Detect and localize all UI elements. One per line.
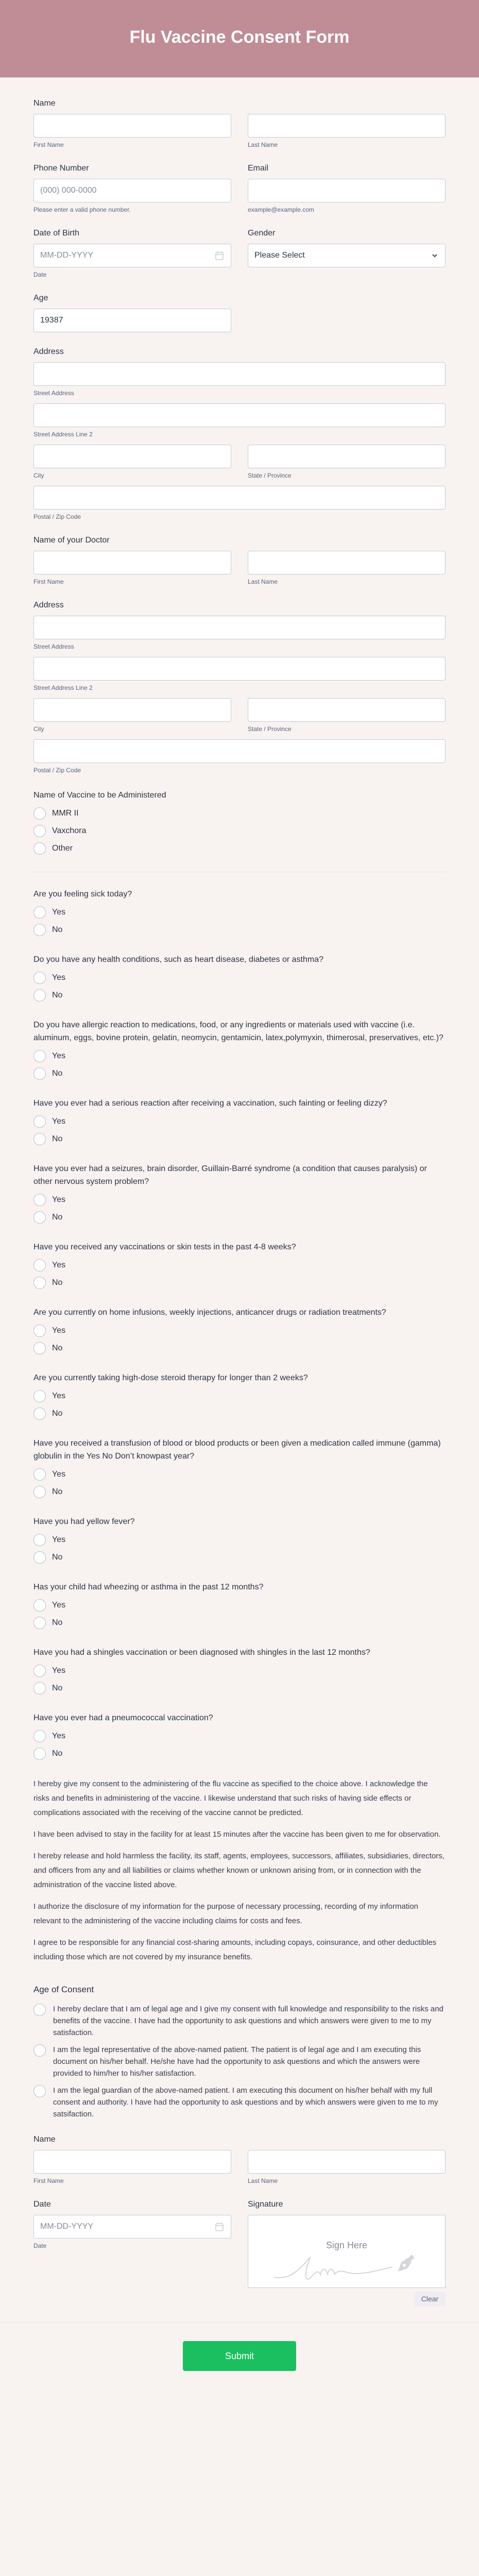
dob-sublabel: Date: [33, 271, 47, 278]
city-input[interactable]: [33, 445, 231, 468]
yes-option[interactable]: [33, 1257, 446, 1274]
age-of-consent-radio-group: [33, 2003, 446, 2120]
yes-option[interactable]: [33, 1466, 446, 1483]
radio-label: No: [52, 925, 63, 934]
street-address-line2-input[interactable]: [33, 403, 446, 427]
date-sublabel: Date: [33, 2242, 47, 2249]
no-option[interactable]: [33, 1745, 446, 1762]
doctor-last-name-input[interactable]: [248, 551, 446, 574]
health-question: [33, 1515, 446, 1566]
age-of-consent-option[interactable]: [33, 2084, 446, 2120]
yes-option[interactable]: [33, 1662, 446, 1680]
no-option[interactable]: [33, 1614, 446, 1632]
radio-button[interactable]: [33, 1050, 46, 1062]
question-label: Have you received any vaccinations or skin tests in the past 4-8 weeks?: [33, 1243, 296, 1251]
form-body: [0, 78, 479, 2307]
question-label: Have you ever had a serious reaction after receiving a vaccination, such fainting or feeling dizzy?: [33, 1099, 387, 1108]
consent-paragraph: I agree to be responsible for any financial cost-sharing amounts, including copays, coinsurance, and other deductibles including those which are not covered by my insurance benefits.: [33, 1938, 437, 1961]
radio-label: No: [52, 1278, 63, 1287]
date-signature-fields: [33, 2199, 446, 2307]
radio-label: No: [52, 1409, 63, 1418]
radio-button[interactable]: [33, 1325, 46, 1337]
doctor-state-input[interactable]: [248, 698, 446, 722]
question-radio-group: [33, 904, 446, 939]
question-radio-group: [33, 1322, 446, 1357]
doctor-zip-input[interactable]: [33, 739, 446, 763]
radio-label: MMR II: [52, 809, 79, 818]
zip-sublabel: Postal / Zip Code: [33, 513, 81, 520]
calendar-icon[interactable]: [215, 2222, 224, 2231]
radio-label: Vaxchora: [52, 826, 87, 835]
signer-first-name-input[interactable]: [33, 2150, 231, 2174]
radio-label: No: [52, 1487, 63, 1496]
radio-label: I am the legal guardian of the above-named patient. I am executing this document on his/her behalf with my full consent and authority. I have had the opportunity to ask questions and by which answers were given to me to my satsifaction.: [53, 2086, 438, 2119]
gender-selected-value: Please Select: [254, 251, 305, 260]
radio-button[interactable]: [33, 1408, 46, 1420]
age-input[interactable]: 19387: [33, 309, 231, 332]
vaccine-option[interactable]: [33, 805, 446, 822]
question-radio-group: [33, 1047, 446, 1082]
radio-button[interactable]: [33, 906, 46, 919]
question-label: Are you feeling sick today?: [33, 890, 132, 899]
no-option[interactable]: [33, 1549, 446, 1566]
doctor-city-input[interactable]: [33, 698, 231, 722]
address-field: [33, 347, 446, 521]
health-question: [33, 1711, 446, 1762]
question-label: Have you had yellow fever?: [33, 1517, 135, 1526]
signer-first-name-sublabel: First Name: [33, 2177, 64, 2184]
doctor-first-name-input[interactable]: [33, 551, 231, 574]
question-label: Have you received a transfusion of blood or blood products or been given a medication called immune (gamma) globulin in the Yes No Don’t knowpast year?: [33, 1439, 441, 1461]
phone-sublabel: Please enter a valid phone number.: [33, 206, 131, 213]
age-field: [33, 293, 446, 332]
question-radio-group: [33, 1113, 446, 1148]
radio-button[interactable]: [33, 825, 46, 837]
radio-label: Yes: [52, 1392, 66, 1400]
no-option[interactable]: [33, 1130, 446, 1148]
doctor-address-field: [33, 600, 446, 774]
radio-button[interactable]: [33, 1617, 46, 1629]
radio-button[interactable]: [33, 1390, 46, 1402]
age-of-consent-option[interactable]: [33, 2044, 446, 2079]
signer-last-name-input[interactable]: [248, 2150, 446, 2174]
radio-button[interactable]: [33, 2085, 46, 2097]
age-of-consent-option[interactable]: [33, 2003, 446, 2039]
doctor-address-label: Address: [33, 601, 64, 609]
radio-label: I hereby declare that I am of legal age and I give my consent with full knowledge and responsibility to the risks and benefits of the vaccine. I have had the opportunity to ask questions and which answers were given to me to my satisfaction.: [53, 2005, 443, 2037]
doctor-street-address-line2-input[interactable]: [33, 657, 446, 681]
pen-icon: [395, 2254, 416, 2275]
radio-label: I am the legal representative of the above-named patient. The patient is of legal age and I am executing this document on his/her behalf. He/she have had the opportunity to ask questions and which the answers were provided to him/her to his/her satisfaction.: [53, 2045, 421, 2078]
chevron-down-icon: [432, 253, 438, 258]
date-label: Date: [33, 2200, 51, 2209]
street-address-sublabel: Street Address: [33, 389, 74, 397]
question-radio-group: [33, 1727, 446, 1762]
signature-label: Signature: [248, 2200, 283, 2209]
dob-gender-fields: [33, 228, 446, 279]
health-question: [33, 888, 446, 939]
first-name-input[interactable]: [33, 114, 231, 138]
no-option[interactable]: [33, 1209, 446, 1226]
gender-select[interactable]: [248, 244, 446, 267]
vaccine-label: Name of Vaccine to be Administered: [33, 791, 166, 800]
radio-label: No: [52, 991, 63, 999]
email-label: Email: [248, 164, 269, 173]
doctor-first-name-sublabel: First Name: [33, 578, 64, 585]
no-option[interactable]: [33, 1680, 446, 1697]
question-label: Have you had a shingles vaccination or been diagnosed with shingles in the last 12 months?: [33, 1648, 370, 1657]
radio-button[interactable]: [33, 1551, 46, 1564]
question-radio-group: [33, 1662, 446, 1697]
email-input[interactable]: [248, 179, 446, 202]
radio-label: No: [52, 1618, 63, 1627]
yes-option[interactable]: [33, 969, 446, 987]
health-questions: [33, 888, 446, 1762]
date-placeholder: MM-DD-YYYY: [40, 2222, 94, 2231]
radio-label: Yes: [52, 1261, 66, 1269]
consent-paragraph: I have been advised to stay in the facility for at least 15 minutes after the vaccine has been given to me for observation.: [33, 1830, 441, 1839]
health-question: [33, 1241, 446, 1292]
contact-fields: [33, 163, 446, 214]
radio-label: No: [52, 1134, 63, 1143]
yes-option[interactable]: [33, 904, 446, 921]
yes-option[interactable]: [33, 1387, 446, 1405]
consent-paragraph: I hereby release and hold harmless the facility, its staff, agents, employees, successors, affiliates, subsidiaries, directors, and officers from any and all liabilities or claims whether known or unknown arising from, or in connection with the administration of the vaccine listed above.: [33, 1852, 444, 1889]
health-question: [33, 1019, 446, 1082]
radio-button[interactable]: [33, 842, 46, 855]
yes-option[interactable]: [33, 1113, 446, 1130]
doctor-name-field: [33, 535, 446, 586]
radio-label: Yes: [52, 973, 66, 982]
radio-button[interactable]: [33, 1486, 46, 1498]
no-option[interactable]: [33, 1065, 446, 1082]
address-label: Address: [33, 347, 64, 356]
radio-label: No: [52, 1344, 63, 1352]
no-option[interactable]: [33, 1405, 446, 1422]
radio-button[interactable]: [33, 1682, 46, 1694]
radio-label: Yes: [52, 1326, 66, 1335]
question-radio-group: [33, 1257, 446, 1292]
age-of-consent-label: Age of Consent: [33, 1985, 94, 1994]
radio-button[interactable]: [33, 972, 46, 984]
radio-button[interactable]: [33, 1599, 46, 1612]
age-of-consent-question: [33, 1983, 446, 2120]
radio-button[interactable]: [33, 1277, 46, 1289]
vaccine-question: [33, 789, 446, 857]
question-label: Have you ever had a seizures, brain disorder, Guillain-Barré syndrome (a condition that causes paralysis) or other nervous system problem?: [33, 1164, 427, 1186]
radio-label: Yes: [52, 1195, 66, 1204]
calendar-icon[interactable]: [215, 251, 224, 260]
radio-label: Yes: [52, 1052, 66, 1060]
radio-button[interactable]: [33, 807, 46, 820]
first-name-sublabel: First Name: [33, 141, 64, 148]
yes-option[interactable]: [33, 1191, 446, 1209]
radio-button[interactable]: [33, 1133, 46, 1145]
dob-label: Date of Birth: [33, 229, 79, 238]
radio-button[interactable]: [33, 1748, 46, 1760]
radio-label: No: [52, 1069, 63, 1078]
no-option[interactable]: [33, 921, 446, 939]
radio-button[interactable]: [33, 1259, 46, 1272]
dob-input[interactable]: [33, 244, 231, 267]
yes-option[interactable]: [33, 1727, 446, 1745]
gender-label: Gender: [248, 229, 276, 238]
radio-label: Yes: [52, 1117, 66, 1126]
health-question: [33, 953, 446, 1004]
radio-label: Yes: [52, 908, 66, 917]
consent-text: [33, 1777, 446, 1964]
zip-input[interactable]: [33, 486, 446, 510]
question-label: Has your child had wheezing or asthma in the past 12 months?: [33, 1583, 264, 1591]
street-address-line2-sublabel: Street Address Line 2: [33, 431, 93, 438]
radio-button[interactable]: [33, 1342, 46, 1354]
signer-last-name-sublabel: Last Name: [248, 2177, 278, 2184]
radio-button[interactable]: [33, 1730, 46, 1742]
doctor-street-address-sublabel: Street Address: [33, 643, 74, 650]
yes-option[interactable]: [33, 1322, 446, 1340]
radio-label: Yes: [52, 1666, 66, 1675]
vaccine-option[interactable]: [33, 840, 446, 857]
doctor-street-address-line2-sublabel: Street Address Line 2: [33, 684, 93, 691]
doctor-name-label: Name of your Doctor: [33, 536, 110, 545]
health-question: [33, 1437, 446, 1501]
phone-label: Phone Number: [33, 164, 89, 173]
name-label: Name: [33, 99, 56, 108]
state-sublabel: State / Province: [248, 472, 292, 479]
question-label: Are you currently on home infusions, weekly injections, anticancer drugs or radiation treatments?: [33, 1308, 386, 1317]
consent-paragraph: I authorize the disclosure of my information for the purpose of necessary processing, recording of my information relevant to the administering of the vaccine including claims for costs and fees.: [33, 1902, 419, 1925]
consent-paragraph: I hereby give my consent to the administering of the flu vaccine as specified to the choice above. I acknowledge the risks and benefits in administering of the vaccine. I likewise understand that such risks of having side effects or complications associated with the receiving of the vaccine cannot be predicted.: [33, 1780, 428, 1817]
question-radio-group: [33, 1531, 446, 1566]
form-header: [0, 0, 479, 78]
radio-button[interactable]: [33, 1115, 46, 1128]
street-address-input[interactable]: [33, 362, 446, 386]
question-label: Do you have allergic reaction to medications, food, or any ingredients or materials used with vaccine (i.e. aluminum, eggs, bovine protein, gelatin, neomycin, gentamicin, latex,polymyxin, thimerosal, preservatives, etc.)?: [33, 1021, 443, 1042]
city-sublabel: City: [33, 472, 44, 479]
radio-label: Yes: [52, 1535, 66, 1544]
date-input[interactable]: [33, 2215, 231, 2239]
radio-label: Other: [52, 844, 73, 853]
yes-option[interactable]: [33, 1531, 446, 1549]
form-title: Flu Vaccine Consent Form: [129, 27, 350, 47]
health-question: [33, 1306, 446, 1357]
no-option[interactable]: [33, 1483, 446, 1501]
signature-pad[interactable]: [248, 2215, 446, 2288]
no-option[interactable]: [33, 987, 446, 1004]
health-question: [33, 1646, 446, 1697]
radio-button[interactable]: [33, 1534, 46, 1546]
form-footer: [0, 2322, 479, 2392]
question-label: Do you have any health conditions, such as heart disease, diabetes or asthma?: [33, 955, 324, 964]
radio-button[interactable]: [33, 1067, 46, 1080]
doctor-city-sublabel: City: [33, 725, 44, 733]
last-name-input[interactable]: [248, 114, 446, 138]
radio-button[interactable]: [33, 924, 46, 936]
age-label: Age: [33, 294, 48, 302]
signer-name-field: [33, 2134, 446, 2185]
radio-button[interactable]: [33, 1211, 46, 1224]
radio-label: Yes: [52, 1732, 66, 1740]
radio-button[interactable]: [33, 1665, 46, 1677]
health-question: [33, 1371, 446, 1422]
radio-label: No: [52, 1213, 63, 1222]
doctor-street-address-input[interactable]: [33, 616, 446, 639]
radio-label: Yes: [52, 1601, 66, 1609]
radio-label: No: [52, 1684, 63, 1692]
health-question: [33, 1162, 446, 1226]
radio-button[interactable]: [33, 2044, 46, 2057]
doctor-last-name-sublabel: Last Name: [248, 578, 278, 585]
last-name-sublabel: Last Name: [248, 141, 278, 148]
dob-placeholder: MM-DD-YYYY: [40, 251, 94, 260]
radio-label: No: [52, 1553, 63, 1562]
doctor-state-sublabel: State / Province: [248, 725, 292, 733]
health-question: [33, 1581, 446, 1632]
sign-here-text: Sign Here: [326, 2240, 368, 2250]
email-sublabel: example@example.com: [248, 206, 314, 213]
phone-input[interactable]: (000) 000-0000: [33, 179, 231, 202]
no-option[interactable]: [33, 1340, 446, 1357]
radio-button[interactable]: [33, 2004, 46, 2016]
clear-signature-button[interactable]: Clear: [414, 2292, 446, 2307]
state-input[interactable]: [248, 445, 446, 468]
signer-name-label: Name: [33, 2135, 56, 2144]
yes-option[interactable]: [33, 1047, 446, 1065]
yes-option[interactable]: [33, 1597, 446, 1614]
no-option[interactable]: [33, 1274, 446, 1292]
question-radio-group: [33, 1387, 446, 1422]
radio-button[interactable]: [33, 989, 46, 1002]
submit-button[interactable]: Submit: [183, 2341, 296, 2371]
question-label: Are you currently taking high-dose steroid therapy for longer than 2 weeks?: [33, 1374, 308, 1382]
vaccine-radio-group: [33, 805, 446, 857]
question-radio-group: [33, 1191, 446, 1226]
radio-label: No: [52, 1749, 63, 1758]
health-question: [33, 1097, 446, 1148]
question-radio-group: [33, 1466, 446, 1501]
radio-button[interactable]: [33, 1194, 46, 1206]
question-label: Have you ever had a pneumococcal vaccination?: [33, 1714, 213, 1722]
radio-button[interactable]: [33, 1468, 46, 1481]
doctor-zip-sublabel: Postal / Zip Code: [33, 767, 81, 774]
name-field: [33, 98, 446, 149]
question-radio-group: [33, 969, 446, 1004]
vaccine-option[interactable]: [33, 822, 446, 840]
question-radio-group: [33, 1597, 446, 1632]
radio-label: Yes: [52, 1470, 66, 1479]
